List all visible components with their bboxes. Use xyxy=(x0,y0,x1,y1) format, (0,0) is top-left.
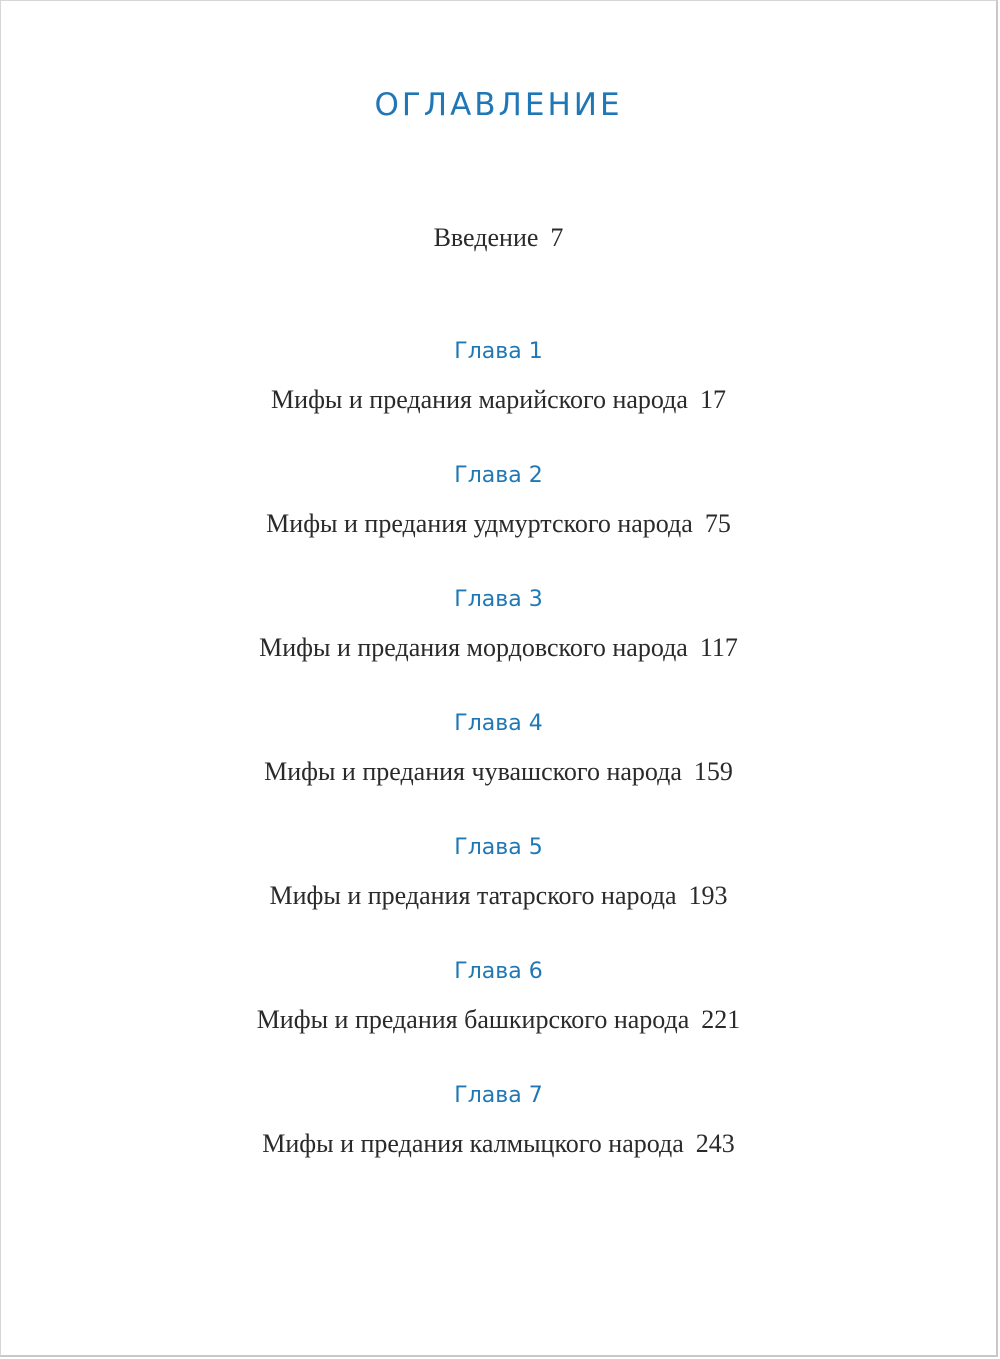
toc-entry-chapter-6[interactable] xyxy=(1,1003,996,1037)
toc-entry-title: Мифы и предания чувашского народа xyxy=(264,757,682,786)
chapter-label-7: Глава 7 xyxy=(454,1083,543,1108)
toc-entry-chapter-3[interactable] xyxy=(1,631,996,665)
toc-entry-title: Мифы и предания удмуртского народа xyxy=(266,509,693,538)
toc-entry-chapter-7[interactable] xyxy=(1,1127,996,1161)
toc-page-number: 75 xyxy=(704,509,731,538)
toc-entry-chapter-5[interactable] xyxy=(1,879,996,913)
toc-entry-chapter-4[interactable] xyxy=(1,755,996,789)
chapter-label-4: Глава 4 xyxy=(454,711,543,736)
chapter-label-5: Глава 5 xyxy=(454,835,543,860)
toc-page-number: 17 xyxy=(699,385,726,414)
chapter-label-3: Глава 3 xyxy=(454,587,543,612)
toc-entry-title: Мифы и предания татарского народа xyxy=(269,881,677,910)
toc-entry-title: Мифы и предания башкирского народа xyxy=(256,1005,690,1034)
toc-page-number: 7 xyxy=(550,223,564,252)
toc-entry-introduction[interactable] xyxy=(1,221,996,255)
toc-page-number: 117 xyxy=(699,633,738,662)
chapter-label-2: Глава 2 xyxy=(454,463,543,488)
chapter-label-6: Глава 6 xyxy=(454,959,543,984)
page-title: ОГЛАВЛЕНИЕ xyxy=(374,87,623,123)
toc-entry-title: Мифы и предания калмыцкого народа xyxy=(262,1129,684,1158)
toc-page-number: 221 xyxy=(701,1005,741,1034)
toc-page-number: 159 xyxy=(693,757,733,786)
toc-page-number: 193 xyxy=(688,881,728,910)
chapter-label-1: Глава 1 xyxy=(454,339,543,364)
toc-entry-title: Мифы и предания мордовского народа xyxy=(259,633,688,662)
toc-entry-title: Мифы и предания марийского народа xyxy=(271,385,688,414)
toc-entry-chapter-2[interactable] xyxy=(1,507,996,541)
toc-page-number: 243 xyxy=(695,1129,735,1158)
toc-entry-chapter-1[interactable] xyxy=(1,383,996,417)
toc-entry-title: Введение xyxy=(433,223,539,252)
